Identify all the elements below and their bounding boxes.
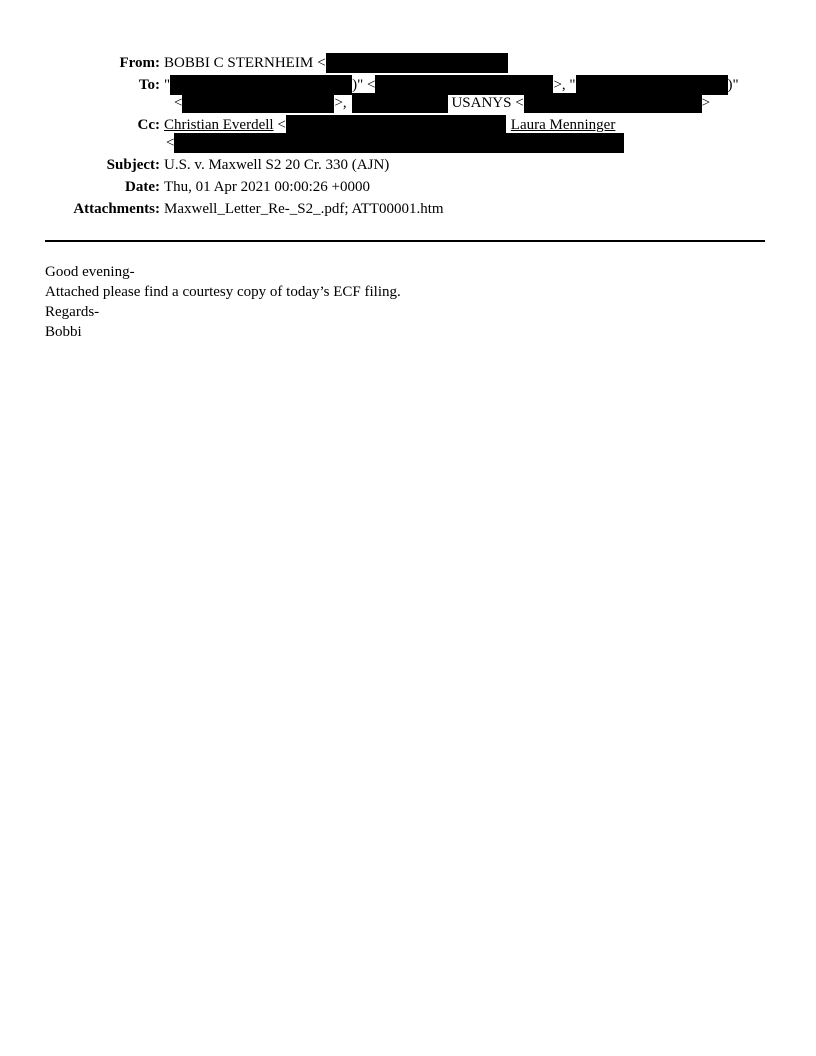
cc-row-continued [0, 132, 816, 154]
from-label: From: [119, 55, 160, 71]
redaction-bar [182, 93, 334, 113]
body-line: Bobbi [45, 324, 82, 340]
cc-bracket: < [166, 135, 175, 151]
body-line: Attached please find a courtesy copy of today’s ECF filing. [45, 284, 401, 300]
attachments-row [0, 198, 816, 220]
redaction-bar [352, 93, 448, 113]
to-value-line-2 [164, 92, 710, 114]
to-usanys: USANYS < [447, 95, 524, 111]
from-name: BOBBI C STERNHEIM [164, 55, 314, 71]
to-separator: >, [334, 95, 347, 111]
from-row [0, 52, 816, 74]
to-separator: )" < [352, 77, 376, 93]
subject-value: U.S. v. Maxwell S2 20 Cr. 330 (AJN) [164, 157, 390, 173]
body-line: Regards- [45, 304, 100, 320]
cc-value-line-2 [164, 132, 624, 154]
to-separator: < [174, 95, 183, 111]
date-value: Thu, 01 Apr 2021 00:00:26 +0000 [164, 179, 370, 195]
date-row [0, 176, 816, 198]
date-label: Date: [125, 179, 160, 195]
cc-name: Laura Menninger [510, 117, 616, 133]
to-separator: )" [727, 77, 739, 93]
attachments-label: Attachments: [73, 201, 160, 217]
redaction-bar [524, 93, 702, 113]
subject-row [0, 154, 816, 176]
cc-label: Cc: [137, 117, 160, 133]
from-value [164, 52, 508, 74]
to-separator: >, " [553, 77, 576, 93]
to-quote: " [164, 77, 171, 93]
body-line: Good evening- [45, 264, 135, 280]
redaction-bar [174, 133, 624, 153]
to-row-continued [0, 92, 816, 114]
email-body [45, 262, 401, 342]
subject-label: Subject: [106, 157, 160, 173]
from-bracket: < [317, 55, 326, 71]
redaction-bar [326, 53, 508, 73]
cc-name: Christian Everdell [164, 117, 274, 133]
cc-bracket: < [273, 117, 286, 133]
to-label: To: [138, 77, 160, 93]
attachments-value[interactable]: Maxwell_Letter_Re-_S2_.pdf; ATT00001.htm [164, 201, 444, 217]
header-divider [45, 240, 765, 242]
to-separator: > [701, 95, 711, 111]
